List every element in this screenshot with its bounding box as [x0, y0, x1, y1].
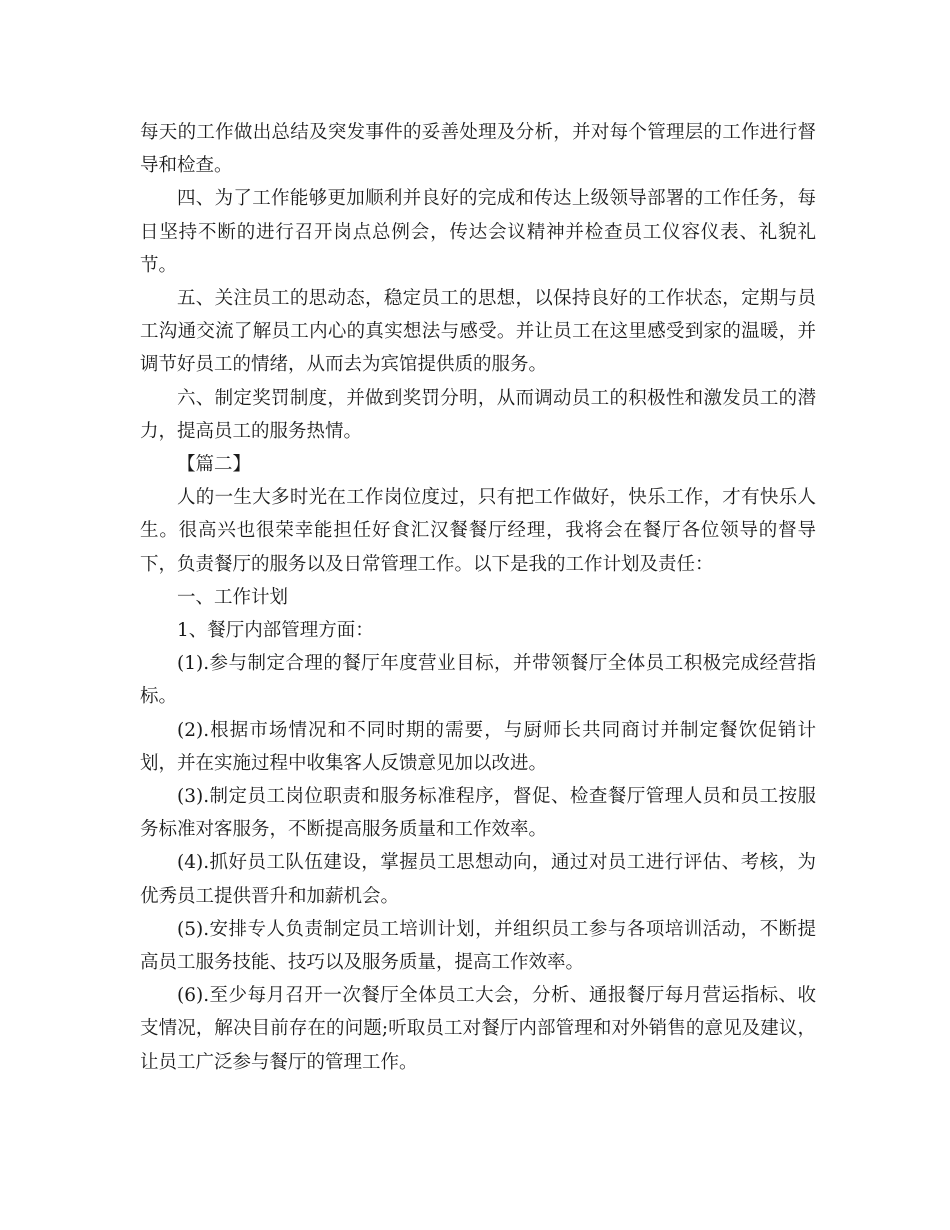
paragraph-item-6: 六、制定奖罚制度，并做到奖罚分明，从而调动员工的积极性和激发员工的潜力，提高员工的服务热情。	[140, 387, 816, 442]
subheading-internal-management: 1、餐厅内部管理方面：	[177, 620, 374, 642]
paragraph-item-4: 四、为了工作能够更加顺利并良好的完成和传达上级领导部署的工作任务，每日坚持不断的进行召开岗点总例会，传达会议精神并检查员工仪容仪表、礼貌礼节。	[140, 188, 816, 276]
section-heading: 【篇二】	[177, 454, 252, 476]
list-item-2: (2).根据市场情况和不同时期的需要，与厨师长共同商讨并制定餐饮促销计划，并在实施过程中收集客人反馈意见加以改进。	[140, 719, 816, 774]
paragraph-item-5: 五、关注员工的思动态，稳定员工的思想，以保持良好的工作状态，定期与员工沟通交流了解员工内心的真实想法与感受。并让员工在这里感受到家的温暖，并调节好员工的情绪，从而去为宾馆提供质的服务。	[140, 288, 816, 376]
document-body	[140, 116, 816, 1079]
paragraph-continued: 每天的工作做出总结及突发事件的妥善处理及分析，并对每个管理层的工作进行督导和检查。	[140, 122, 816, 177]
list-item-5: (5).安排专人负责制定员工培训计划，并组织员工参与各项培训活动，不断提高员工服务技能、技巧以及服务质量，提高工作效率。	[140, 918, 816, 974]
subheading-work-plan: 一、工作计划	[177, 586, 289, 608]
list-item-6: (6).至少每月召开一次餐厅全体员工大会，分析、通报餐厅每月营运指标、收支情况，解决目前存在的问题;听取员工对餐厅内部管理和对外销售的意见及建议，让员工广泛参与餐厅的管理工作。	[140, 985, 816, 1073]
list-item-1: (1).参与制定合理的餐厅年度营业目标，并带领餐厅全体员工积极完成经营指标。	[140, 653, 816, 708]
list-item-4: (4).抓好员工队伍建设，掌握员工思想动向，通过对员工进行评估、考核，为优秀员工提供晋升和加薪机会。	[140, 852, 816, 907]
paragraph-intro: 人的一生大多时光在工作岗位度过，只有把工作做好，快乐工作，才有快乐人生。很高兴也很荣幸能担任好食汇汉餐餐厅经理，我将会在餐厅各位领导的督导下，负责餐厅的服务以及日常管理工作。以下是我的工作计划及责任：	[140, 487, 816, 575]
list-item-3: (3).制定员工岗位职责和服务标准程序，督促、检查餐厅管理人员和员工按服务标准对客服务，不断提高服务质量和工作效率。	[140, 786, 816, 841]
